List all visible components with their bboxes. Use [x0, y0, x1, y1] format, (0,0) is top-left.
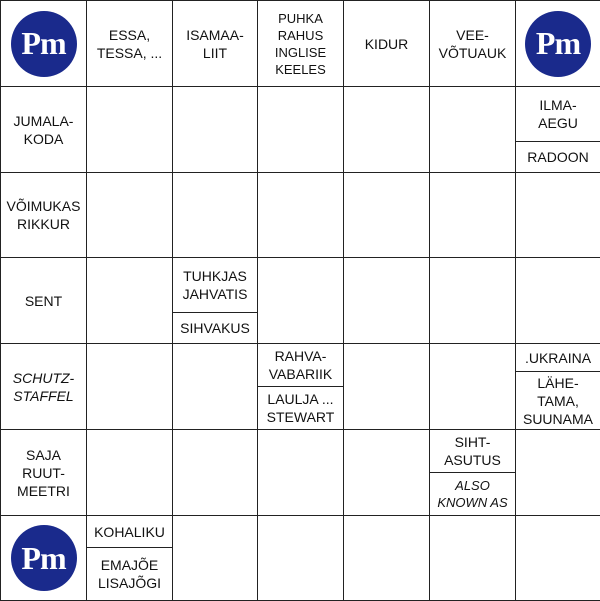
clue-text: VEE- VÕTUAUK: [438, 26, 507, 61]
answer-cell[interactable]: [343, 343, 430, 430]
clue-text: SENT: [24, 292, 63, 309]
clue-cell: [0, 257, 87, 344]
answer-cell[interactable]: [429, 257, 516, 344]
clue-cell: [0, 172, 87, 258]
answer-cell[interactable]: [172, 343, 258, 430]
clue-text: SIHVAKUS: [180, 320, 250, 336]
answer-cell[interactable]: [257, 515, 344, 601]
answer-cell[interactable]: [343, 172, 430, 258]
clue-cell: [257, 386, 344, 430]
answer-cell[interactable]: [515, 172, 600, 258]
clue-cell: [429, 0, 516, 87]
clue-cell: [429, 472, 516, 516]
answer-cell[interactable]: [429, 343, 516, 430]
clue-text: JUMALA- KODA: [13, 112, 74, 147]
clue-cell: [515, 141, 600, 173]
answer-cell[interactable]: [515, 429, 600, 516]
clue-cell: [172, 312, 258, 344]
clue-text: SIHT- ASUTUS: [444, 434, 501, 468]
answer-cell[interactable]: [343, 515, 430, 601]
clue-text: ISAMAA- LIIT: [186, 26, 244, 61]
clue-cell: [343, 0, 430, 87]
answer-cell[interactable]: [86, 257, 173, 344]
answer-cell[interactable]: [429, 515, 516, 601]
logo-cell: [0, 0, 87, 87]
clue-cell: [0, 429, 87, 516]
answer-cell[interactable]: [515, 515, 600, 601]
logo-cell: [515, 0, 600, 87]
answer-cell[interactable]: [257, 257, 344, 344]
clue-cell: [172, 0, 258, 87]
clue-text: PUHKA RAHUS INGLISE KEELES: [274, 10, 327, 77]
clue-text: VÕIMUKAS RIKKUR: [6, 198, 81, 232]
clue-text: KIDUR: [364, 35, 409, 52]
clue-cell: [515, 343, 600, 372]
answer-cell[interactable]: [86, 172, 173, 258]
answer-cell[interactable]: [172, 515, 258, 601]
answer-cell[interactable]: [172, 429, 258, 516]
answer-cell[interactable]: [86, 343, 173, 430]
clue-text: ESSA, TESSA, ...: [96, 26, 163, 61]
clue-text: SAJA RUUT- MEETRI: [17, 446, 70, 499]
clue-cell: [257, 0, 344, 87]
answer-cell[interactable]: [429, 172, 516, 258]
answer-cell[interactable]: [257, 86, 344, 173]
answer-cell[interactable]: [429, 86, 516, 173]
answer-cell[interactable]: [172, 86, 258, 173]
clue-text: SCHUTZ- STAFFEL: [12, 369, 75, 404]
clue-cell: [257, 343, 344, 387]
clue-text: ILMA- AEGU: [538, 97, 578, 131]
clue-cell: [0, 86, 87, 173]
clue-cell: [515, 371, 600, 430]
clue-text: RADOON: [527, 149, 589, 165]
answer-cell[interactable]: [257, 429, 344, 516]
clue-cell: [172, 257, 258, 313]
clue-cell: [0, 343, 87, 430]
clue-text: LÄHE- TAMA, SUUNAMA: [522, 374, 593, 427]
pm-logo-icon: Pm: [525, 11, 591, 77]
clue-cell: [86, 0, 173, 87]
answer-cell[interactable]: [257, 172, 344, 258]
clue-cell: [429, 429, 516, 473]
clue-text: KOHALIKU: [94, 523, 165, 540]
clue-text: LAULJA ... STEWART: [266, 391, 335, 425]
clue-text: TUHKJAS JAHVATIS: [182, 268, 248, 302]
clue-cell: [515, 86, 600, 142]
answer-cell[interactable]: [515, 257, 600, 344]
pm-logo-icon: Pm: [11, 11, 77, 77]
clue-text: EMAJÕE LISAJÕGI: [97, 557, 162, 591]
clue-text: .UKRAINA: [524, 349, 592, 366]
answer-cell[interactable]: [343, 86, 430, 173]
answer-cell[interactable]: [172, 172, 258, 258]
answer-cell[interactable]: [86, 86, 173, 173]
answer-cell[interactable]: [343, 257, 430, 344]
clue-cell: [86, 547, 173, 601]
clue-text: RAHVA- VABARIIK: [268, 348, 333, 382]
pm-logo-icon: Pm: [11, 525, 77, 591]
answer-cell[interactable]: [343, 429, 430, 516]
logo-cell: [0, 515, 87, 601]
clue-text: ALSO KNOWN AS: [437, 478, 508, 510]
clue-cell: [86, 515, 173, 548]
answer-cell[interactable]: [86, 429, 173, 516]
